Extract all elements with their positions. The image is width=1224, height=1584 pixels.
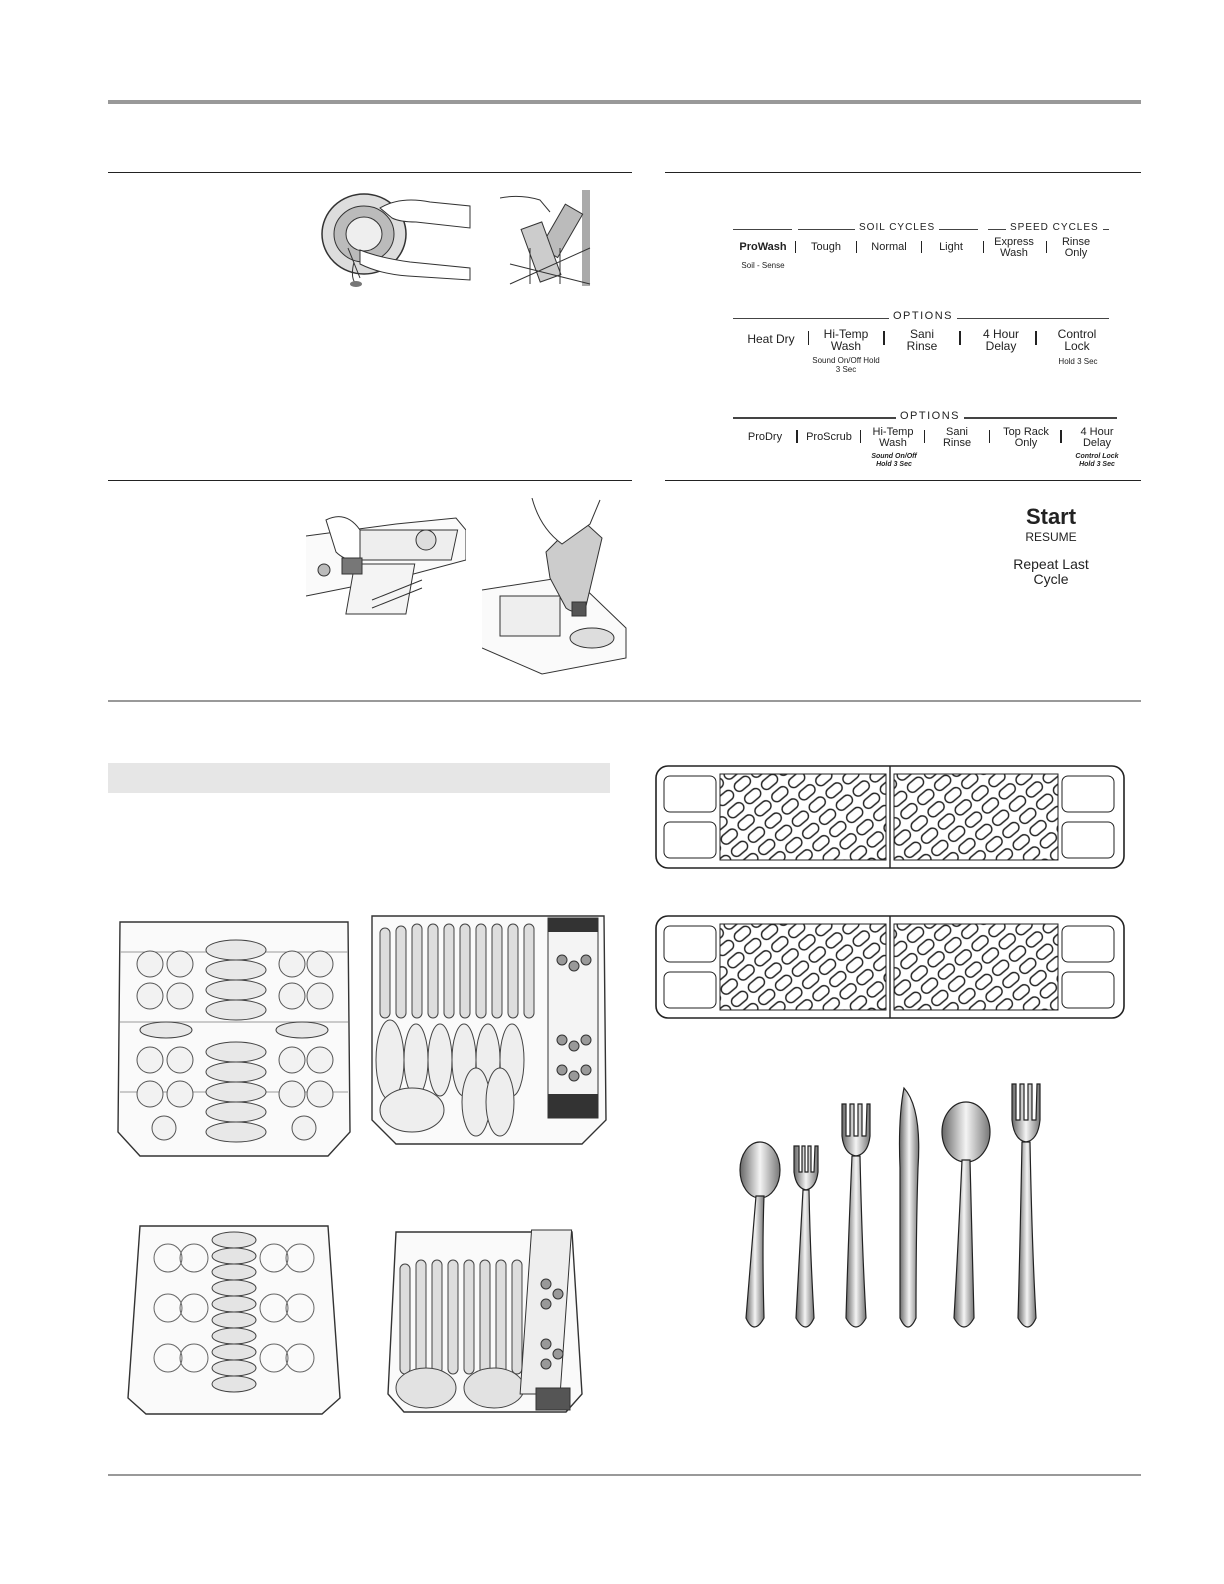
options-header-b: OPTIONS [896, 410, 964, 422]
sound-on-off-label-b: Sound On/Off Hold 3 Sec [871, 453, 917, 468]
hi-temp-wash-button[interactable]: Hi-Temp Wash [823, 327, 869, 353]
basket-cover-top [654, 764, 1128, 872]
normal-button[interactable]: Normal [871, 241, 907, 253]
heat-dry-button[interactable]: Heat Dry [747, 332, 795, 346]
section-rule-left-top [108, 172, 632, 173]
upper-rack-illustration-a [114, 912, 354, 1160]
rinse-only-button[interactable]: Rinse Only [1061, 236, 1091, 259]
control-lock-button[interactable]: Control Lock [1057, 327, 1097, 353]
section-divider [108, 700, 1141, 702]
section-rule-right-mid [665, 480, 1141, 481]
flatware-illustration [732, 1078, 1052, 1338]
tough-button[interactable]: Tough [811, 241, 841, 253]
section-rule-right-top [665, 172, 1141, 173]
start-button[interactable] [1000, 504, 1102, 544]
control-lock-hold-label: Hold 3 Sec [1058, 357, 1098, 366]
sani-rinse-button[interactable]: Sani Rinse [906, 327, 938, 353]
section-rule-left-mid [108, 480, 632, 481]
start-label: Start [1025, 504, 1077, 529]
light-button[interactable]: Light [939, 241, 963, 253]
resume-label: RESUME [1025, 530, 1077, 544]
sani-rinse-button-b[interactable]: Sani Rinse [942, 426, 972, 449]
four-hour-delay-button[interactable]: 4 Hour Delay [982, 327, 1020, 353]
detergent-dispenser-illustration [306, 500, 466, 640]
speed-cycles-header: SPEED CYCLES [1006, 222, 1103, 233]
glasses-rack-illustration [500, 188, 592, 288]
top-rule [108, 100, 1141, 104]
four-hour-delay-button-b[interactable]: 4 Hour Delay [1080, 426, 1114, 449]
scrape-plate-illustration [320, 188, 480, 293]
prowash-button[interactable]: ProWash [739, 241, 787, 253]
soil-cycles-header: SOIL CYCLES [855, 222, 939, 233]
basket-cover-bottom [654, 914, 1128, 1022]
express-wash-button[interactable]: Express Wash [994, 236, 1034, 259]
bottom-rule [108, 1474, 1141, 1476]
lower-rack-illustration-a [368, 910, 608, 1148]
hi-temp-wash-button-b[interactable]: Hi-Temp Wash [872, 426, 914, 449]
prodry-button[interactable]: ProDry [747, 431, 783, 443]
soil-sense-label: Soil - Sense [741, 261, 785, 270]
lower-rack-illustration-b [386, 1224, 584, 1416]
repeat-last-cycle-button[interactable]: Repeat Last Cycle [1013, 556, 1089, 587]
sound-on-off-label: Sound On/Off Hold 3 Sec [812, 356, 880, 374]
control-lock-hold-label-b: Control Lock Hold 3 Sec [1075, 453, 1119, 468]
section-band [108, 763, 610, 793]
rinse-aid-illustration [482, 498, 630, 680]
upper-rack-illustration-b [124, 1218, 344, 1418]
options-header-a: OPTIONS [889, 310, 957, 322]
proscrub-button[interactable]: ProScrub [806, 431, 852, 443]
top-rack-only-button[interactable]: Top Rack Only [1003, 426, 1049, 449]
